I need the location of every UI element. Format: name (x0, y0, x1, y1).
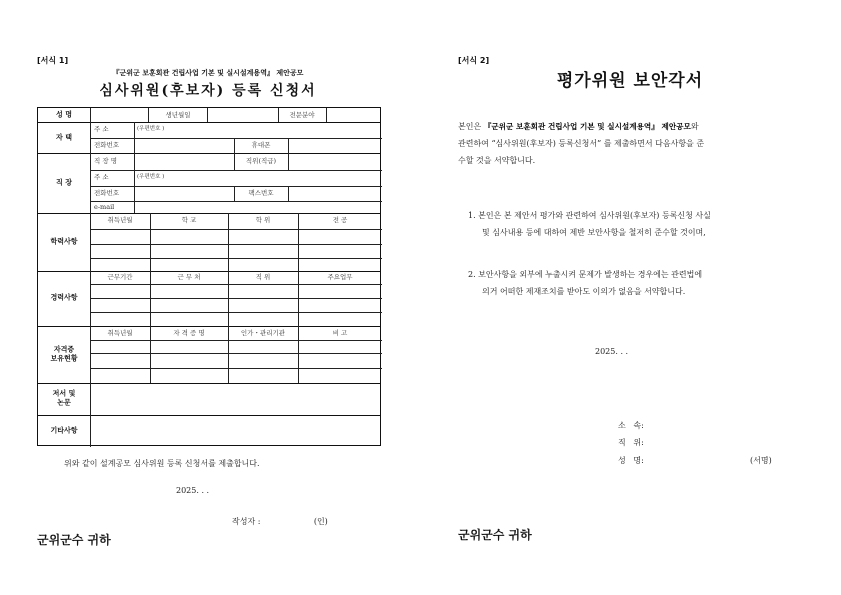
license-header-2: 자 격 증 명 (173, 329, 205, 337)
career-header-1: 근무기간 (107, 273, 133, 281)
license-header-4: 비 고 (332, 329, 348, 337)
edu-header-1: 취득년월 (107, 216, 133, 224)
label-education: 학력사항 (50, 237, 78, 246)
right-addressee: 군위군수 귀하 (458, 528, 532, 542)
pledge-item-1: 1. 본인은 본 제안서 평가와 관련하여 심사위원(후보자) 등록신청 사실 및 심사내용 등에 대하여 제반 보안사항을 철저히 준수할 것이며, (468, 211, 711, 237)
career-header-2: 근 무 처 (177, 273, 201, 281)
label-home-address: 주 소 (94, 125, 109, 133)
submission-statement: 위와 같이 설계공모 심사위원 등록 신청서를 제출합니다. (64, 459, 260, 468)
label-birth: 생년월일 (165, 111, 191, 119)
form-number-1: [서식 1] (37, 56, 69, 65)
edu-header-3: 학 위 (255, 216, 271, 224)
label-email: e-mail (94, 203, 115, 211)
right-date: 2025. . . (595, 347, 629, 356)
writer-line: 작성자 : (인) (232, 517, 328, 526)
pledge-title: 평가위원 보안각서 (556, 71, 704, 91)
edu-header-2: 학 교 (181, 216, 197, 224)
label-mobile: 휴대폰 (251, 141, 271, 149)
form-title: 심사위원(후보자) 등록 신청서 (99, 83, 317, 99)
license-header-3: 인가・관리기관 (240, 329, 286, 337)
label-home-postal: (우편번호 ) (137, 126, 165, 132)
label-papers: 저서 및 논문 (52, 389, 76, 407)
label-etc: 기타사항 (50, 426, 78, 435)
form-number-2: [서식 2] (458, 56, 490, 65)
label-license: 자격증 보유현황 (50, 345, 78, 363)
label-pledge-position: 직 위: (618, 438, 644, 447)
edu-header-4: 전 공 (332, 216, 348, 224)
label-work-address: 주 소 (94, 173, 109, 181)
career-header-3: 직 위 (255, 273, 271, 281)
label-pledge-name: 성 명: (618, 456, 644, 465)
left-date: 2025. . . (176, 486, 210, 495)
label-work-name: 직 장 명 (94, 157, 117, 165)
left-addressee: 군위군수 귀하 (37, 533, 111, 547)
pledge-intro: 본인은 『군위군 보훈회관 건립사업 기본 및 실시설계용역』 제안공모와 관련하여 “심사위원(후보자) 등록신청서” 를 제출하면서 다음사항을 준 수할 것을 서약합니다. (458, 122, 705, 165)
pledge-item-2: 2. 보안사항을 외부에 누출시켜 문제가 발생하는 경우에는 관련법에 의거 어떠한 제재조치를 받아도 이의가 없음을 서약합니다. (468, 270, 703, 296)
label-home-phone: 전화번호 (94, 141, 120, 149)
registration-form-table (37, 107, 381, 446)
career-header-4: 주요업무 (327, 273, 353, 281)
label-field: 전문분야 (289, 111, 315, 119)
form-subject: 『군위군 보훈회관 건립사업 기본 및 실시설계용역』 제안공모 (112, 69, 304, 77)
signature-mark: (서명) (750, 456, 772, 465)
label-affiliation: 소 속: (618, 421, 644, 430)
label-work: 직 장 (56, 178, 72, 187)
label-fax: 팩스번호 (248, 189, 274, 197)
label-career: 경력사항 (50, 293, 78, 302)
license-header-1: 취득년월 (107, 329, 133, 337)
label-position: 직위(직급) (245, 157, 277, 165)
label-home: 자 택 (56, 133, 72, 142)
label-name: 성 명 (56, 110, 72, 119)
label-work-postal: (우편번호 ) (137, 174, 165, 180)
label-work-phone: 전화번호 (94, 189, 120, 197)
